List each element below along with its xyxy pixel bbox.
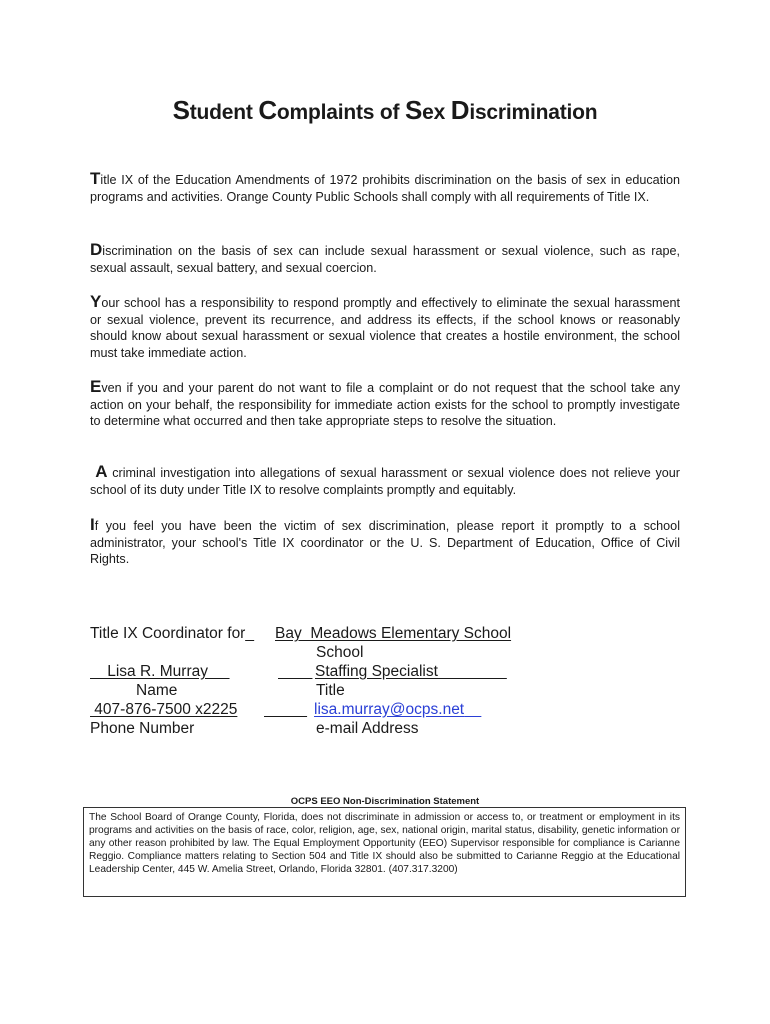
eeo-heading: OCPS EEO Non-Discrimination Statement xyxy=(290,796,480,807)
paragraph-initial: T xyxy=(90,169,101,188)
school-name-value: Bay Meadows Elementary School xyxy=(275,625,512,642)
paragraph-text: ven if you and your parent do not want to file a complaint or do not request that the school take any action on your behalf, the responsibility for immediate action exists for the school to promptly investigate to determine what occurred and then take appropriate steps to resolve the situation. xyxy=(90,381,680,429)
paragraph-title-ix-overview xyxy=(90,171,680,205)
phone-label: Phone Number xyxy=(90,720,195,737)
paragraph-initial: A xyxy=(90,462,108,481)
name-label: Name xyxy=(136,682,178,699)
title-initial: S xyxy=(172,95,190,125)
paragraph-immediate-action xyxy=(90,379,680,430)
title-word: iscrimination xyxy=(469,101,598,124)
email-text[interactable]: lisa.murray@ocps.net xyxy=(314,701,465,718)
title-word: ex xyxy=(422,101,446,124)
paragraph-initial: I xyxy=(90,515,95,534)
title-initial: D xyxy=(450,95,470,125)
coordinator-title-value: Staffing Specialist xyxy=(315,663,507,680)
eeo-statement-box xyxy=(83,807,686,897)
eeo-statement-text: The School Board of Orange County, Florida, does not discriminate in admission or access to, or treatment or employment in its programs and activities on the basis of race, color, religion, age, sex, national origin, marital status, disability, genetic information or any other reason prohibited by law. The Equal Employment Opportunity (EEO) Supervisor responsible for compliance is Carianne Reggio. Compliance matters relating to Section 504 and Title IX should also be submitted to Carianne Reggio at the Educational Leadership Center, 445 W. Amelia Street, Orlando, Florida 32801. (407.317.3200) xyxy=(89,812,680,875)
paragraph-text: criminal investigation into allegations of sexual harassment or sexual violence does not relieve your school of its duty under Title IX to resolve complaints promptly and equitably. xyxy=(90,466,680,497)
paragraph-initial: E xyxy=(90,377,102,396)
paragraph-initial: Y xyxy=(90,292,102,311)
school-label: School xyxy=(316,644,364,661)
title-word: tudent xyxy=(189,101,253,124)
email-lead-line xyxy=(264,700,307,719)
paragraph-discrimination-definition xyxy=(90,242,680,276)
paragraph-text: our school has a responsibility to respond promptly and effectively to eliminate the sexual harassment or sexual violence, prevent its recurrence, and address its effects, if the school knows or reasonably should know about sexual harassment or sexual violence that creates a hostile environment, the school must take immediate action. xyxy=(90,296,680,361)
title-label: Title xyxy=(316,682,345,699)
coordinator-phone-value: 407-876-7500 x2225 xyxy=(90,701,238,718)
paragraph-report-instructions xyxy=(90,517,680,568)
paragraph-text: itle IX of the Education Amendments of 1972 prohibits discrimination on the basis of sex in education programs and activities. Orange County Public Schools shall comply with all requirements of Title IX. xyxy=(90,173,680,204)
title-initial: C xyxy=(258,95,277,125)
coordinator-intro-label: Title IX Coordinator for_ xyxy=(90,625,254,642)
paragraph-criminal-investigation xyxy=(90,464,680,498)
paragraph-school-responsibility xyxy=(90,294,680,362)
email-trail-line xyxy=(464,701,481,718)
title-word: omplaints of xyxy=(276,101,400,124)
paragraph-text: iscrimination on the basis of sex can include sexual harassment or sexual violence, such as rape, sexual assault, sexual battery, and sexual coercion. xyxy=(90,244,680,275)
coordinator-name-value: Lisa R. Murray xyxy=(90,663,230,680)
page-title xyxy=(0,95,770,126)
title-initial: S xyxy=(404,95,423,125)
paragraph-text: f you feel you have been the victim of sex discrimination, please report it promptly to a school administrator, your school's Title IX coordinator or the U. S. Department of Education, Office of Civil Rights. xyxy=(90,519,680,567)
coordinator-email-link[interactable] xyxy=(314,700,481,719)
paragraph-initial: D xyxy=(90,240,103,259)
email-label: e-mail Address xyxy=(316,720,419,737)
title-lead-line xyxy=(278,662,312,681)
